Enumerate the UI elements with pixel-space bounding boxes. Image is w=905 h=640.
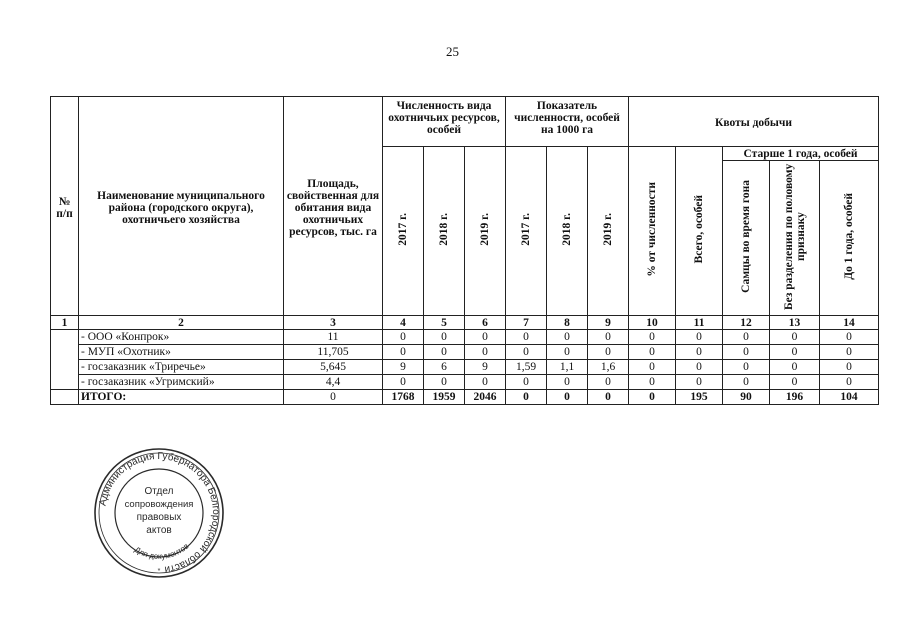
cell-value: 0 [820, 360, 879, 375]
cell-value: 0 [770, 360, 820, 375]
column-number: 8 [547, 316, 588, 330]
cell-value: 1,1 [547, 360, 588, 375]
header-population-2017: 2017 г. [383, 147, 424, 316]
cell-value: 0 [424, 345, 465, 360]
total-value: 0 [284, 390, 383, 405]
cell-value: 0 [506, 375, 547, 390]
column-number: 6 [465, 316, 506, 330]
total-value: 1768 [383, 390, 424, 405]
cell-value: 0 [820, 330, 879, 345]
header-under1: До 1 года, особей [820, 161, 879, 316]
header-population-2019: 2019 г. [465, 147, 506, 316]
cell-value: 6 [424, 360, 465, 375]
cell-value: 0 [588, 330, 629, 345]
header-males: Самцы во время гона [723, 161, 770, 316]
header-population-group: Численность вида охотничьих ресурсов, особей [383, 97, 506, 147]
cell-value: 0 [547, 330, 588, 345]
stamp-line: Отдел [144, 486, 174, 497]
header-no-sex: Без разделения по половому признаку [770, 161, 820, 316]
cell-value: 0 [383, 345, 424, 360]
row-name: - госзаказник «Угримский» [79, 375, 284, 390]
total-value: 0 [506, 390, 547, 405]
header-density-2017: 2017 г. [506, 147, 547, 316]
cell-value: 1,59 [506, 360, 547, 375]
column-number: 3 [284, 316, 383, 330]
total-value: 195 [676, 390, 723, 405]
cell-value: 0 [676, 375, 723, 390]
cell-value: 0 [465, 375, 506, 390]
cell-value: 0 [629, 345, 676, 360]
cell-value: 0 [465, 330, 506, 345]
total-value: 1959 [424, 390, 465, 405]
cell-value: 9 [465, 360, 506, 375]
table-row [51, 345, 879, 360]
row-name: - МУП «Охотник» [79, 345, 284, 360]
column-number: 13 [770, 316, 820, 330]
cell-value: 0 [723, 330, 770, 345]
column-numbers-row [51, 316, 879, 330]
cell-value: 0 [629, 375, 676, 390]
stamp-line: актов [146, 525, 172, 536]
stamp-star-icon: * [157, 568, 161, 575]
column-number: 9 [588, 316, 629, 330]
cell-value: 1,6 [588, 360, 629, 375]
cell-value: 0 [547, 375, 588, 390]
header-population-2018: 2018 г. [424, 147, 465, 316]
cell-value: 0 [676, 345, 723, 360]
column-number: 1 [51, 316, 79, 330]
cell-value: 0 [547, 345, 588, 360]
stamp-bottom-text: Для документов [132, 541, 191, 561]
cell-value: 0 [424, 330, 465, 345]
header-quota-group: Квоты добычи [629, 97, 879, 147]
row-name: - госзаказник «Триречье» [79, 360, 284, 375]
column-number: 5 [424, 316, 465, 330]
header-density-2019: 2019 г. [588, 147, 629, 316]
cell-value: 0 [676, 330, 723, 345]
cell-value: 0 [676, 360, 723, 375]
total-value: 90 [723, 390, 770, 405]
stamp-outer-text: Администрация Губернатора Белгородской области [97, 450, 222, 575]
page-number: 25 [446, 44, 459, 59]
row-num-cell [51, 330, 79, 390]
total-row [51, 390, 879, 405]
total-value: 0 [547, 390, 588, 405]
header-density-group: Показатель численности, особей на 1000 га [506, 97, 629, 147]
cell-value: 0 [383, 330, 424, 345]
cell-value: 0 [629, 330, 676, 345]
total-value: 2046 [465, 390, 506, 405]
column-number: 10 [629, 316, 676, 330]
cell-value: 0 [629, 360, 676, 375]
cell-value: 0 [424, 375, 465, 390]
hunting-resources-table [50, 96, 879, 405]
column-number: 12 [723, 316, 770, 330]
cell-value: 5,645 [284, 360, 383, 375]
stamp-line: сопровождения [124, 499, 194, 510]
header-pct: % от численности [629, 147, 676, 316]
cell-value: 9 [383, 360, 424, 375]
cell-value: 11 [284, 330, 383, 345]
table-row [51, 375, 879, 390]
header-total: Всего, особей [676, 147, 723, 316]
row-num-cell [51, 390, 79, 405]
total-value: 196 [770, 390, 820, 405]
cell-value: 0 [723, 345, 770, 360]
cell-value: 0 [383, 375, 424, 390]
cell-value: 0 [506, 330, 547, 345]
cell-value: 0 [820, 345, 879, 360]
cell-value: 11,705 [284, 345, 383, 360]
table-row [51, 330, 879, 345]
header-name: Наименование муниципального района (городского округа), охотничьего хозяйства [79, 97, 284, 316]
cell-value: 0 [723, 360, 770, 375]
header-area: Площадь, свойственная для обитания вида охотничьих ресурсов, тыс. га [284, 97, 383, 316]
cell-value: 4,4 [284, 375, 383, 390]
official-stamp [92, 446, 226, 580]
cell-value: 0 [465, 345, 506, 360]
table-row [51, 360, 879, 375]
column-number: 4 [383, 316, 424, 330]
stamp-line: правовых [136, 512, 182, 523]
header-older-group: Старше 1 года, особей [723, 147, 879, 161]
column-number: 7 [506, 316, 547, 330]
cell-value: 0 [770, 330, 820, 345]
cell-value: 0 [588, 375, 629, 390]
cell-value: 0 [770, 345, 820, 360]
total-label: ИТОГО: [79, 390, 284, 405]
header-density-2018: 2018 г. [547, 147, 588, 316]
cell-value: 0 [820, 375, 879, 390]
cell-value: 0 [723, 375, 770, 390]
total-value: 0 [588, 390, 629, 405]
column-number: 11 [676, 316, 723, 330]
column-number: 2 [79, 316, 284, 330]
total-value: 0 [629, 390, 676, 405]
row-name: - ООО «Конпрок» [79, 330, 284, 345]
total-value: 104 [820, 390, 879, 405]
cell-value: 0 [770, 375, 820, 390]
cell-value: 0 [588, 345, 629, 360]
cell-value: 0 [506, 345, 547, 360]
column-number: 14 [820, 316, 879, 330]
header-num: № п/п [51, 97, 79, 316]
